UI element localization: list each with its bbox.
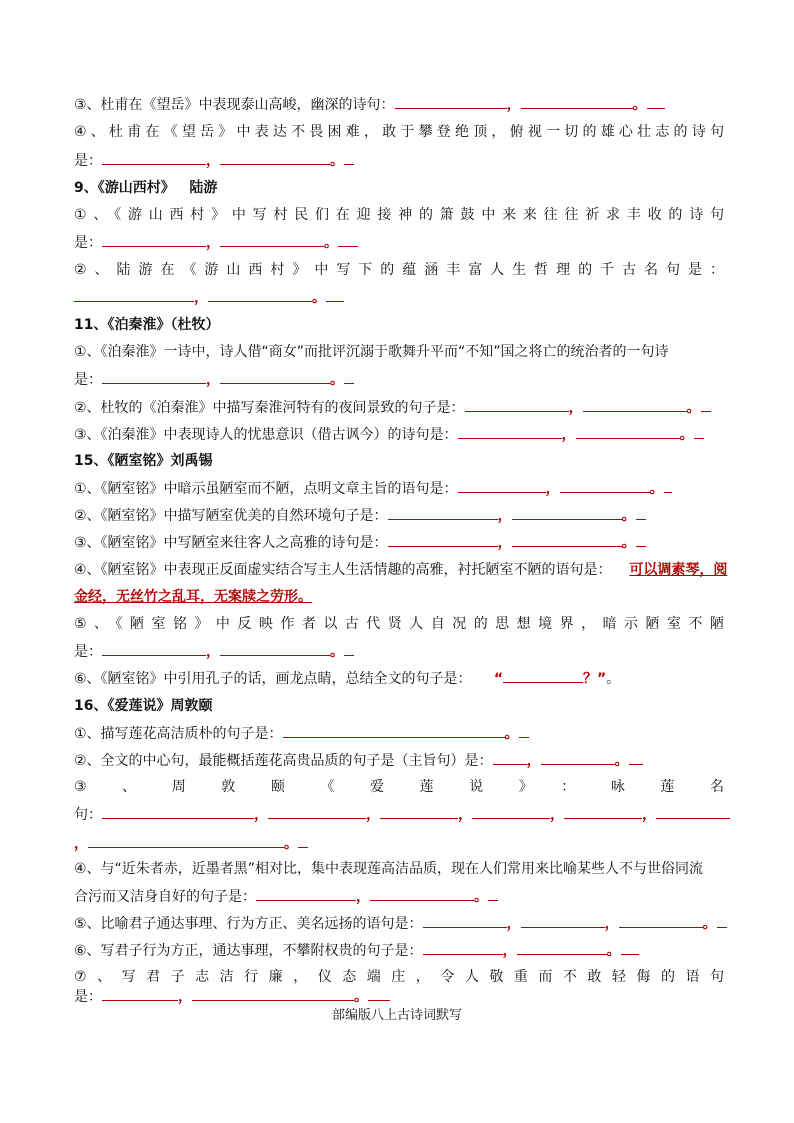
answer-blank[interactable] [368, 986, 390, 1001]
answer-blank[interactable] [102, 986, 178, 1001]
answer-blank[interactable] [564, 804, 642, 819]
answer-blank[interactable] [326, 287, 344, 302]
answer-text: 可以调素琴，阅 [629, 562, 728, 578]
answer-blank[interactable] [636, 532, 646, 547]
answer-blank[interactable] [458, 424, 562, 439]
question-15-4-line1: ④、《陋室铭》中表现正反面虚实结合写主人生活情趣的高雅，衬托陋室不陋的语句是： 可以调素琴，阅 [74, 562, 728, 578]
answer-blank[interactable] [656, 804, 730, 819]
answer-blank[interactable] [493, 750, 527, 765]
answer-blank[interactable] [423, 940, 503, 955]
answer-blank[interactable] [268, 804, 366, 819]
question-11-1-line2: 是： ， 。 [74, 369, 724, 390]
question-11-2: ②、杜牧的《泊秦淮》中描写秦淮河特有的夜间景致的句子是： ， 。 [74, 397, 724, 418]
answer-blank[interactable] [102, 150, 206, 165]
answer-blank[interactable] [517, 940, 607, 955]
answer-blank[interactable] [344, 150, 354, 165]
answer-blank[interactable] [344, 641, 354, 656]
answer-blank[interactable] [583, 397, 687, 412]
section-title-11: 11、《泊秦淮》（杜牧） [74, 317, 220, 333]
answer-blank[interactable] [619, 913, 703, 928]
answer-blank[interactable] [74, 287, 194, 302]
question-16-7-line1: ⑦、写君子志洁行廉，仪态端庄，令人敬重而不敢轻侮的语句 [74, 969, 724, 985]
section-title-9: 9、《游山西村》 陆游 [74, 180, 218, 196]
answer-blank[interactable] [621, 940, 639, 955]
answer-blank[interactable] [629, 750, 643, 765]
answer-text: 金经，无丝竹之乱耳，无案牍之劳形。 [74, 589, 312, 605]
question-11-3: ③、《泊秦淮》中表现诗人的忧患意识（借古讽今）的诗句是： ， 。 [74, 424, 724, 445]
answer-blank[interactable] [717, 913, 727, 928]
question-16-6: ⑥、写君子行为方正，通达事理，不攀附权贵的句子是： ， 。 [74, 940, 724, 961]
answer-blank[interactable] [192, 986, 354, 1001]
page-footer: 部编版八上古诗词默写 [331, 1008, 462, 1023]
question-15-5-line2: 是： ， 。 [74, 641, 724, 662]
question-16-1: ①、描写莲花高洁质朴的句子是： 。 [74, 723, 724, 744]
answer-blank[interactable] [220, 232, 324, 247]
answer-blank[interactable] [576, 424, 680, 439]
question-10-1-line2: 是： ， 。 [74, 232, 724, 253]
question-16-3-line3: ， 。 [74, 833, 724, 854]
answer-blank[interactable] [220, 150, 330, 165]
answer-blank[interactable] [88, 833, 284, 848]
question-16-7-line2: 是： ， 。 [74, 986, 724, 1007]
answer-blank[interactable] [102, 804, 254, 819]
answer-blank[interactable] [256, 886, 356, 901]
answer-blank[interactable] [102, 641, 206, 656]
answer-blank[interactable] [701, 397, 711, 412]
question-10-2-line2: ， 。 [74, 287, 724, 308]
answer-blank[interactable] [472, 804, 550, 819]
question-11-1-line1: ①、《泊秦淮》一诗中，诗人借“商女”而批评沉溺于歌舞升平而“不知”国之将亡的统治者的一句诗 [74, 344, 669, 360]
answer-blank[interactable] [208, 287, 312, 302]
answer-blank[interactable] [283, 723, 505, 738]
question-9-4-line2: 是： ， 。 [74, 150, 724, 171]
answer-blank[interactable] [388, 505, 498, 520]
answer-blank[interactable] [521, 913, 605, 928]
answer-blank[interactable] [102, 232, 206, 247]
answer-blank[interactable] [220, 369, 330, 384]
answer-blank[interactable] [458, 478, 546, 493]
section-title-15: 15、《陋室铭》刘禹锡 [74, 453, 213, 469]
question-10-2-line1: ②、陆游在《游山西村》中写下的蕴涵丰富人生哲理的千古名句是： [74, 262, 724, 278]
question-16-4-line1: ④、与“近朱者赤，近墨者黑”相对比，集中表现莲高洁品质，现在人们常用来比喻某些人不与世俗同流 [74, 861, 704, 877]
answer-blank[interactable] [664, 478, 672, 493]
answer-blank[interactable] [344, 369, 354, 384]
answer-blank[interactable] [636, 505, 646, 520]
question-16-4-line2: 合污而又洁身自好的句子是： ， 。 [74, 886, 724, 907]
section-title-16: 16、《爱莲说》周敦颐 [74, 698, 213, 714]
question-16-3-line1: ③、周敦颐《爱莲说》：咏莲名 [74, 779, 724, 795]
answer-blank[interactable] [388, 532, 498, 547]
answer-blank[interactable] [560, 478, 650, 493]
answer-blank[interactable] [102, 369, 206, 384]
answer-blank[interactable] [370, 886, 474, 901]
answer-blank[interactable] [488, 886, 498, 901]
answer-blank[interactable] [503, 668, 583, 683]
answer-blank[interactable] [220, 641, 330, 656]
answer-blank[interactable] [298, 833, 308, 848]
answer-blank[interactable] [465, 397, 569, 412]
question-9-3: ③、杜甫在《望岳》中表现泰山高峻，幽深的诗句： ， 。 [74, 94, 724, 115]
question-9-4-line1: ④、杜甫在《望岳》中表达不畏困难，敢于攀登绝顶，俯视一切的雄心壮志的诗句 [74, 124, 724, 140]
answer-blank[interactable] [647, 94, 665, 109]
answer-blank[interactable] [694, 424, 704, 439]
question-15-5-line1: ⑤、《陋室铭》中反映作者以古代贤人自况的思想境界，暗示陋室不陋 [74, 616, 724, 632]
question-15-6: ⑥、《陋室铭》中引用孔子的话，画龙点睛，总结全文的句子是： “ ？”。 [74, 668, 724, 689]
question-15-3: ③、《陋室铭》中写陋室来往客人之高雅的诗句是： ， 。 [74, 532, 724, 553]
answer-blank[interactable] [423, 913, 507, 928]
answer-blank[interactable] [541, 750, 615, 765]
question-16-2: ②、全文的中心句，最能概括莲花高贵品质的句子是（主旨句）是： ， 。 [74, 750, 724, 771]
answer-blank[interactable] [519, 723, 529, 738]
question-10-1-line1: ①、《游山西村》中写村民们在迎接神的箫鼓中来来往往祈求丰收的诗句 [74, 207, 724, 223]
question-15-2: ②、《陋室铭》中描写陋室优美的自然环境句子是： ， 。 [74, 505, 724, 526]
answer-blank[interactable] [380, 804, 458, 819]
question-16-5: ⑤、比喻君子通达事理、行为方正、美名远扬的语句是： ， ， 。 [74, 913, 724, 934]
question-16-3-line2: 句： ， ， ， ， ， [74, 804, 724, 825]
answer-blank[interactable] [512, 505, 622, 520]
answer-blank[interactable] [512, 532, 622, 547]
answer-blank[interactable] [395, 94, 507, 109]
answer-blank[interactable] [338, 232, 358, 247]
question-15-1: ①、《陋室铭》中暗示虽陋室而不陋，点明文章主旨的语句是： ， 。 [74, 478, 724, 499]
answer-blank[interactable] [521, 94, 633, 109]
question-15-4-line2 [74, 587, 724, 607]
